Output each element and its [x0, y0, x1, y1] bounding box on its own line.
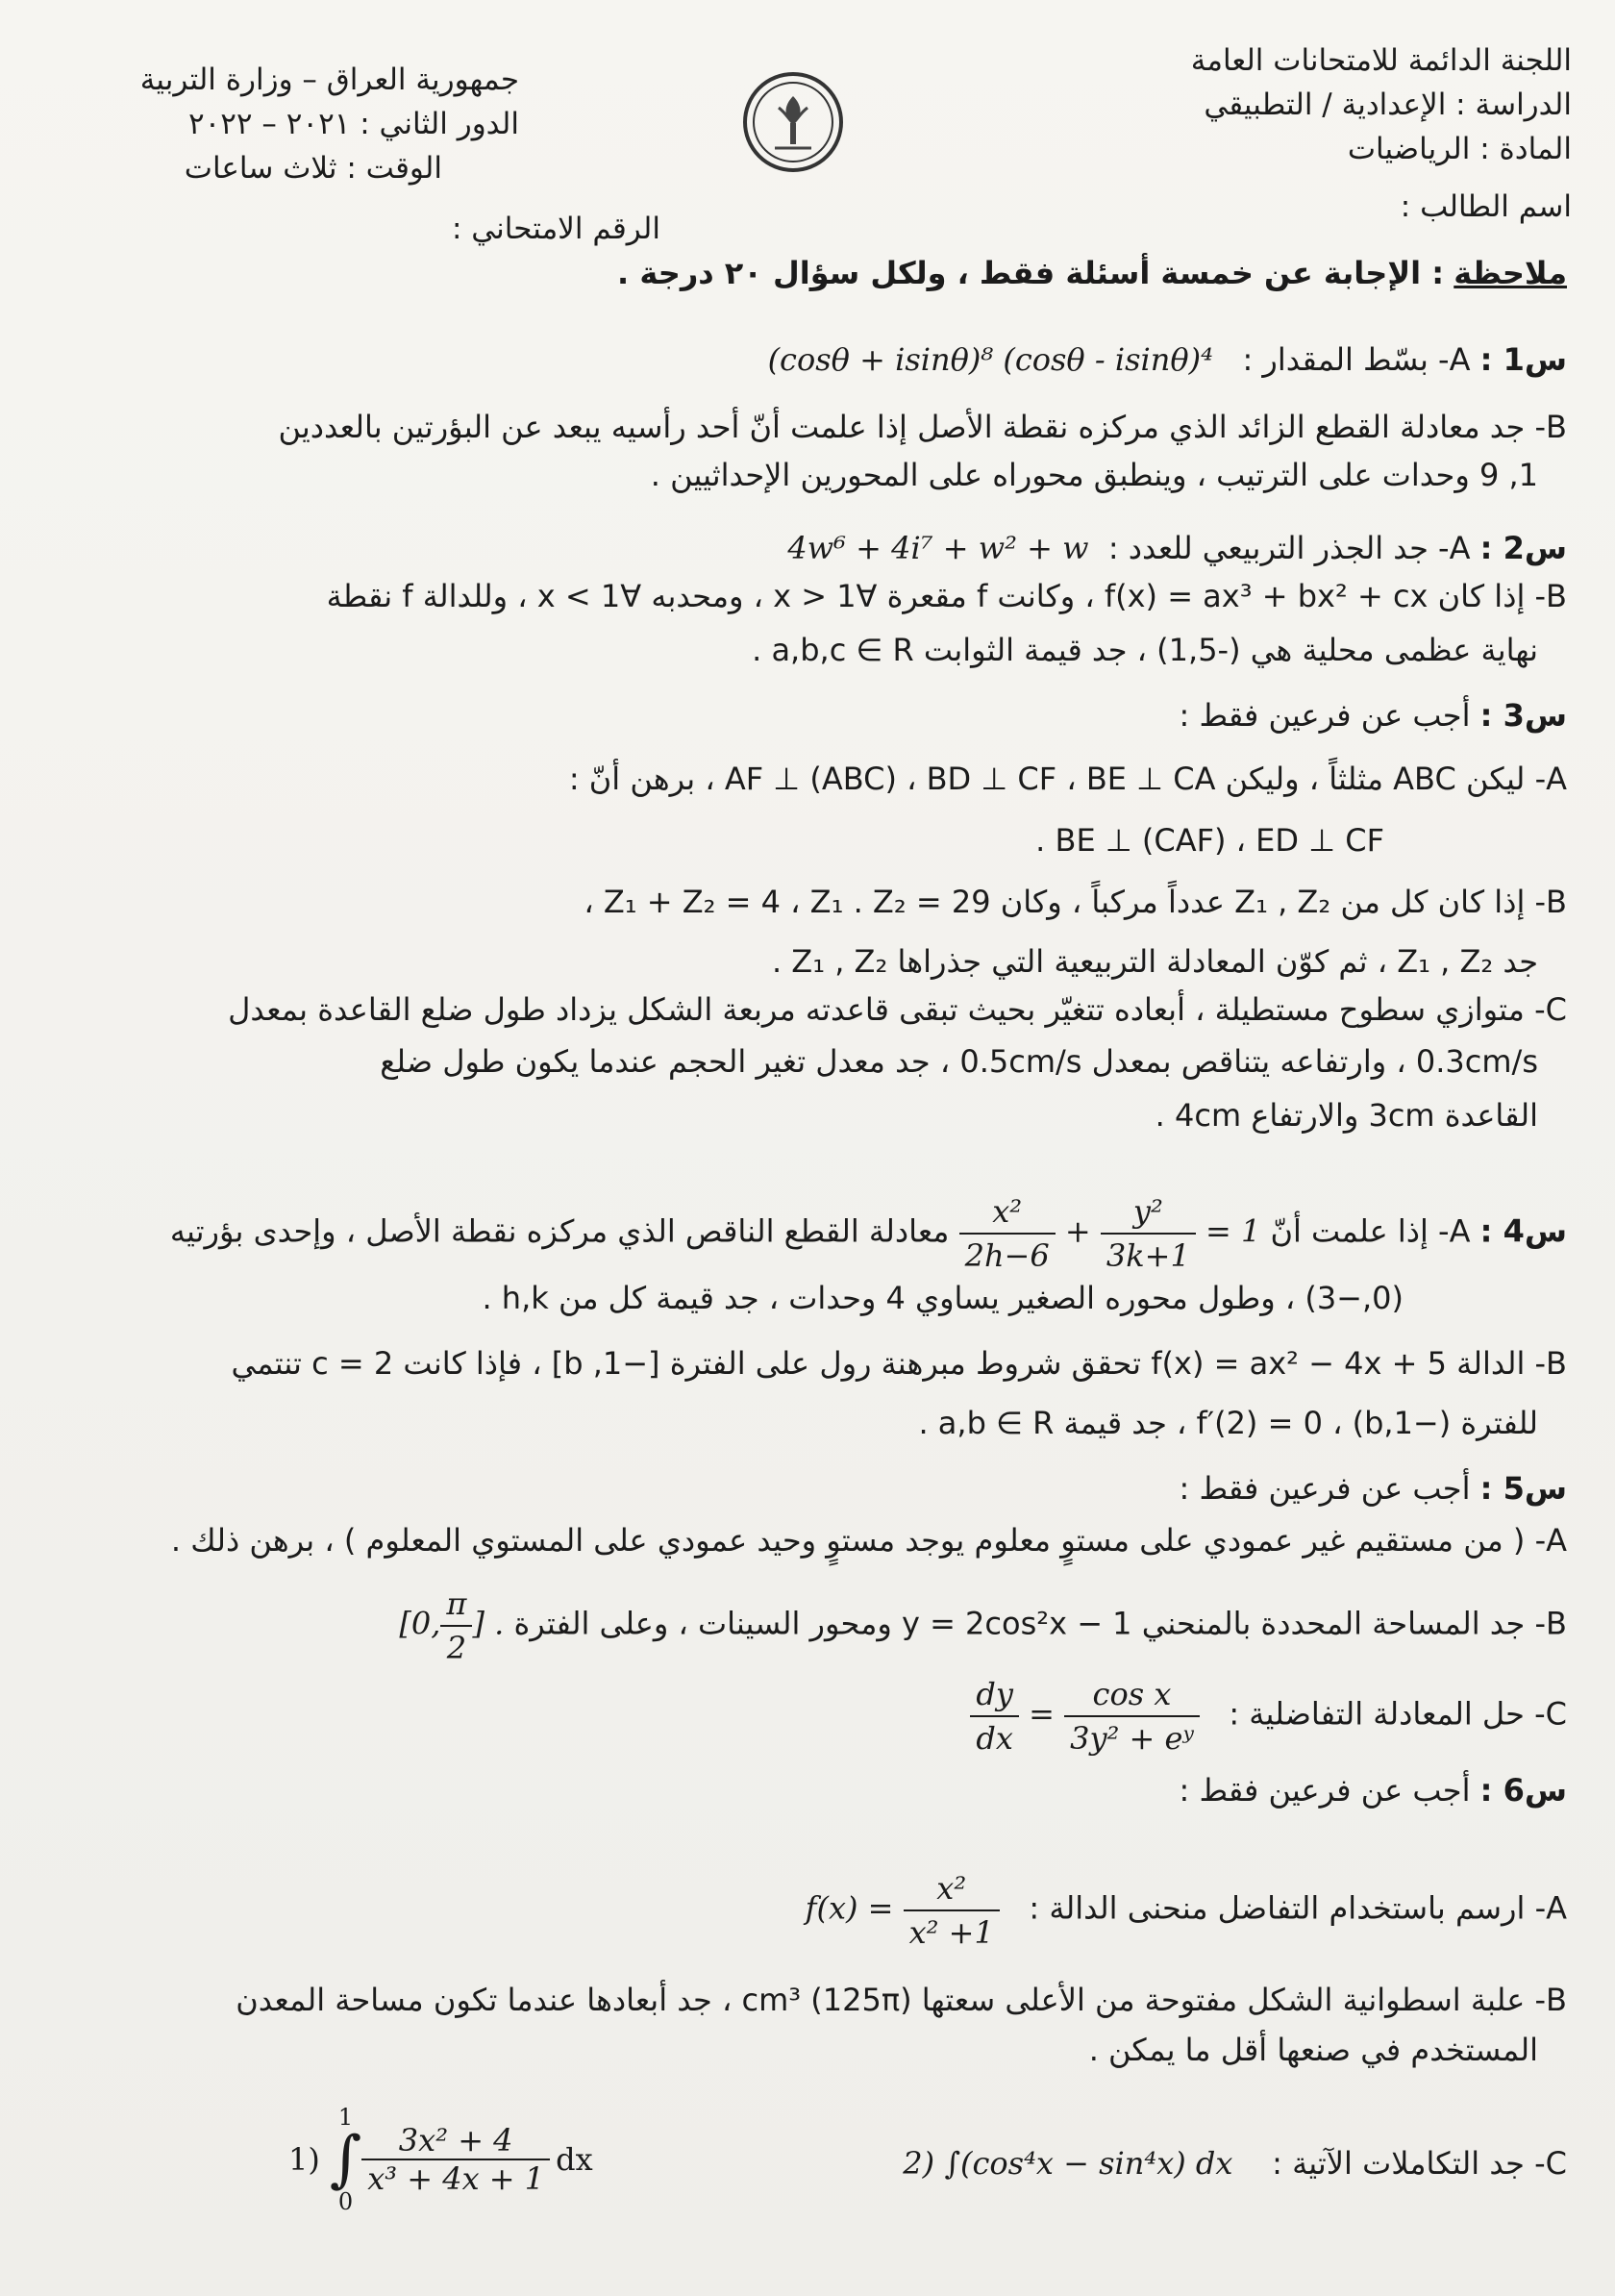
q5-rhs: $\frac{\text{cos x}}{\text{3y² + eʸ}}$: [1064, 1673, 1200, 1759]
q3-a-line2: BE ⊥ (CAF) ، ED ⊥ CF .: [1035, 822, 1384, 859]
exam-number-label: الرقم الامتحاني :: [452, 212, 660, 246]
q2-b-line2: نهاية عظمى محلية هي (-1,5) ، جد قيمة الثوابت a,b,c ∈ R .: [752, 632, 1538, 668]
q6-b-line2: المستخدم في صنعها أقل ما يمكن .: [1088, 2032, 1538, 2068]
q5-intro-line: [115, 1467, 1567, 1510]
q6-c-item2: 2) ∫(cos⁴x − sin⁴x) dx: [903, 2145, 1233, 2182]
q5-label: س5 :: [1479, 1470, 1567, 1507]
q6-label: س6 :: [1479, 1772, 1567, 1809]
q5-b-interval: [0, $\frac{\pi}{2}$ ] .: [399, 1583, 504, 1669]
q3-intro-line: [115, 694, 1567, 736]
q5-c-line: [115, 1673, 1567, 1759]
q5-pi-over-2: $\frac{\pi}{2}$: [440, 1583, 472, 1669]
q6-b-line1: B- علبة اسطوانية الشكل مفتوحة من الأعلى سعتها (125π) cm³ ، جد أبعادها عندما تكون مساحة المعدن: [236, 1982, 1567, 2018]
q6-c-item1: [288, 2106, 593, 2213]
q2-a-text: A- جد الجذر التربيعي للعدد :: [1107, 530, 1471, 566]
q4-a-post: معادلة القطع الناقص الذي مركزه نقطة الأصل ، وإحدى بؤرتيه: [169, 1212, 950, 1250]
q4-a-line2: (0,−3) ، وطول محوره الصغير يساوي 4 وحدات ، جد قيمة كل من h,k .: [482, 1280, 1404, 1316]
q5-a-line: A- ( من مستقيم غير عمودي على مستوٍ معلوم يوجد مستوٍ وحيد عمودي على المستوي المعلوم ) ، برهن ذلك .: [170, 1522, 1567, 1559]
q5-c-text: C- حل المعادلة التفاضلية :: [1229, 1695, 1567, 1733]
note-line: [115, 252, 1567, 294]
q4-b-line1: B- الدالة f(x) = ax² − 4x + 5 تحقق شروط مبرهنة رول على الفترة [−1, b] ، فإذا كانت c = 2 تنتمي: [231, 1345, 1567, 1382]
ministry-seal-icon: [740, 69, 846, 175]
q3-label: س3 :: [1479, 697, 1567, 734]
exam-session: الدور الثاني : ٢٠٢١ – ٢٠٢٢: [187, 107, 519, 141]
q6-intro: أجب عن فرعين فقط :: [1179, 1772, 1471, 1809]
q1-a-math: (cosθ + isinθ)⁸ (cosθ - isinθ)⁴: [767, 341, 1213, 378]
integral-sign-icon: 1 ∫ 0: [329, 2104, 362, 2215]
q6-a-line: [115, 1867, 1567, 1954]
q2-a-line: [115, 527, 1567, 569]
q3-c-line2: 0.3cm/s ، وارتفاعه يتناقص بمعدل 0.5cm/s ، جد معدل تغير الحجم عندما يكون طول ضلع: [380, 1043, 1538, 1080]
q5-intro: أجب عن فرعين فقط :: [1179, 1470, 1471, 1507]
q3-c-line1: C- متوازي سطوح مستطيلة ، أبعاده تتغيّر بحيث تبقى قاعدته مربعة الشكل يزداد طول ضلع القاعدة بمعدل: [228, 991, 1567, 1028]
exam-time: الوقت : ثلاث ساعات: [184, 151, 442, 186]
student-name-label: اسم الطالب :: [1400, 189, 1572, 224]
header-left: [77, 58, 519, 190]
q4-a-line1: [115, 1190, 1567, 1277]
q2-a-math: 4w⁶ + 4i⁷ + w² + w: [787, 530, 1089, 566]
q4-a-eq: $\frac{\text{x²}}{2h-6}$ + $\frac{\text{y²}}{3k+1}$ = 1: [959, 1190, 1261, 1277]
q4-frac-y: $\frac{\text{y²}}{3k+1}$: [1101, 1190, 1196, 1277]
q1-b-line1: B- جد معادلة القطع الزائد الذي مركزه نقطة الأصل إذا علمت أنّ أحد رأسيه يبعد عن البؤرتين بالعددين: [278, 409, 1567, 445]
q5-dy-dx: $\frac{dy}{dx}$: [970, 1673, 1019, 1759]
q3-b-line2: جد Z₁ , Z₂ ، ثم كوّن المعادلة التربيعية التي جذراها Z₁ , Z₂ .: [771, 943, 1538, 980]
study-branch: الدراسة : الإعدادية / التطبيقي: [1204, 87, 1572, 122]
q6-c-text: C- جد التكاملات الآتية :: [1272, 2145, 1567, 2182]
q1-b-line2: 1, 9 وحدات على الترتيب ، وينطبق محوراه على المحورين الإحداثيين .: [650, 457, 1538, 493]
q6-a-frac: $\frac{\text{x²}}{\text{x² +1}}$: [904, 1867, 1000, 1954]
q6-a-function: f(x) = $\frac{\text{x²}}{\text{x² +1}}$: [806, 1867, 1000, 1954]
q3-intro: أجب عن فرعين فقط :: [1179, 697, 1471, 734]
q6-intro-line: [115, 1769, 1567, 1811]
q4-frac-x: $\frac{\text{x²}}{2h-6}$: [959, 1190, 1056, 1277]
note-label: ملاحظة: [1454, 255, 1567, 291]
country-ministry: جمهورية العراق – وزارة التربية: [139, 62, 519, 97]
q2-label: س2 :: [1479, 530, 1567, 566]
q5-c-equation: $\frac{dy}{dx}$ = $\frac{\text{cos x}}{\text{3y² + eʸ}}$: [970, 1673, 1199, 1759]
q5-b-line: [115, 1583, 1567, 1669]
q3-b-line1: B- إذا كان كل من Z₁ , Z₂ عدداً مركباً ، وكان Z₁ + Z₂ = 4 ، Z₁ . Z₂ = 29 ،: [584, 884, 1567, 920]
q4-b-line2: للفترة (−1,b) ، f′(2) = 0 ، جد قيمة a,b ∈ R .: [918, 1405, 1538, 1441]
q1-a-text: A- بسّط المقدار :: [1242, 341, 1471, 378]
q6-c-item1-dx: dx: [556, 2141, 593, 2178]
q3-c-line3: القاعدة 3cm والارتفاع 4cm .: [1155, 1097, 1538, 1134]
committee-name: اللجنة الدائمة للامتحانات العامة: [1190, 43, 1572, 78]
q2-b-line1: B- إذا كان f(x) = ax³ + bx² + cx ، وكانت f مقعرة ∀x > 1 ، ومحدبه ∀x < 1 ، وللدالة f نقطة: [326, 578, 1567, 614]
q1-label: س1 :: [1479, 341, 1567, 378]
q4-a-pre: A- إذا علمت أنّ: [1270, 1212, 1471, 1250]
q6-a-text: A- ارسم باستخدام التفاضل منحنى الدالة :: [1029, 1889, 1567, 1927]
q5-b-text: B- جد المساحة المحددة بالمنحني y = 2cos²x − 1 ومحور السينات ، وعلى الفترة: [513, 1605, 1567, 1642]
header-right: [1033, 38, 1572, 229]
q6-c-item1-label: 1): [288, 2141, 320, 2178]
q1-a-line: [115, 338, 1567, 381]
subject-name: المادة : الرياضيات: [1347, 132, 1572, 166]
note-text: : الإجابة عن خمسة أسئلة فقط ، ولكل سؤال ٢٠ درجة .: [617, 255, 1445, 291]
q6-c-item1-frac: $\frac{\text{3x² + 4}}{\text{x³ + 4x + 1}}$: [361, 2122, 550, 2197]
q3-a-line1: A- ليكن ABC مثلثاً ، وليكن AF ⊥ (ABC) ، BD ⊥ CF ، BE ⊥ CA ، برهن أنّ :: [568, 761, 1567, 797]
q4-label: س4 :: [1479, 1212, 1567, 1250]
